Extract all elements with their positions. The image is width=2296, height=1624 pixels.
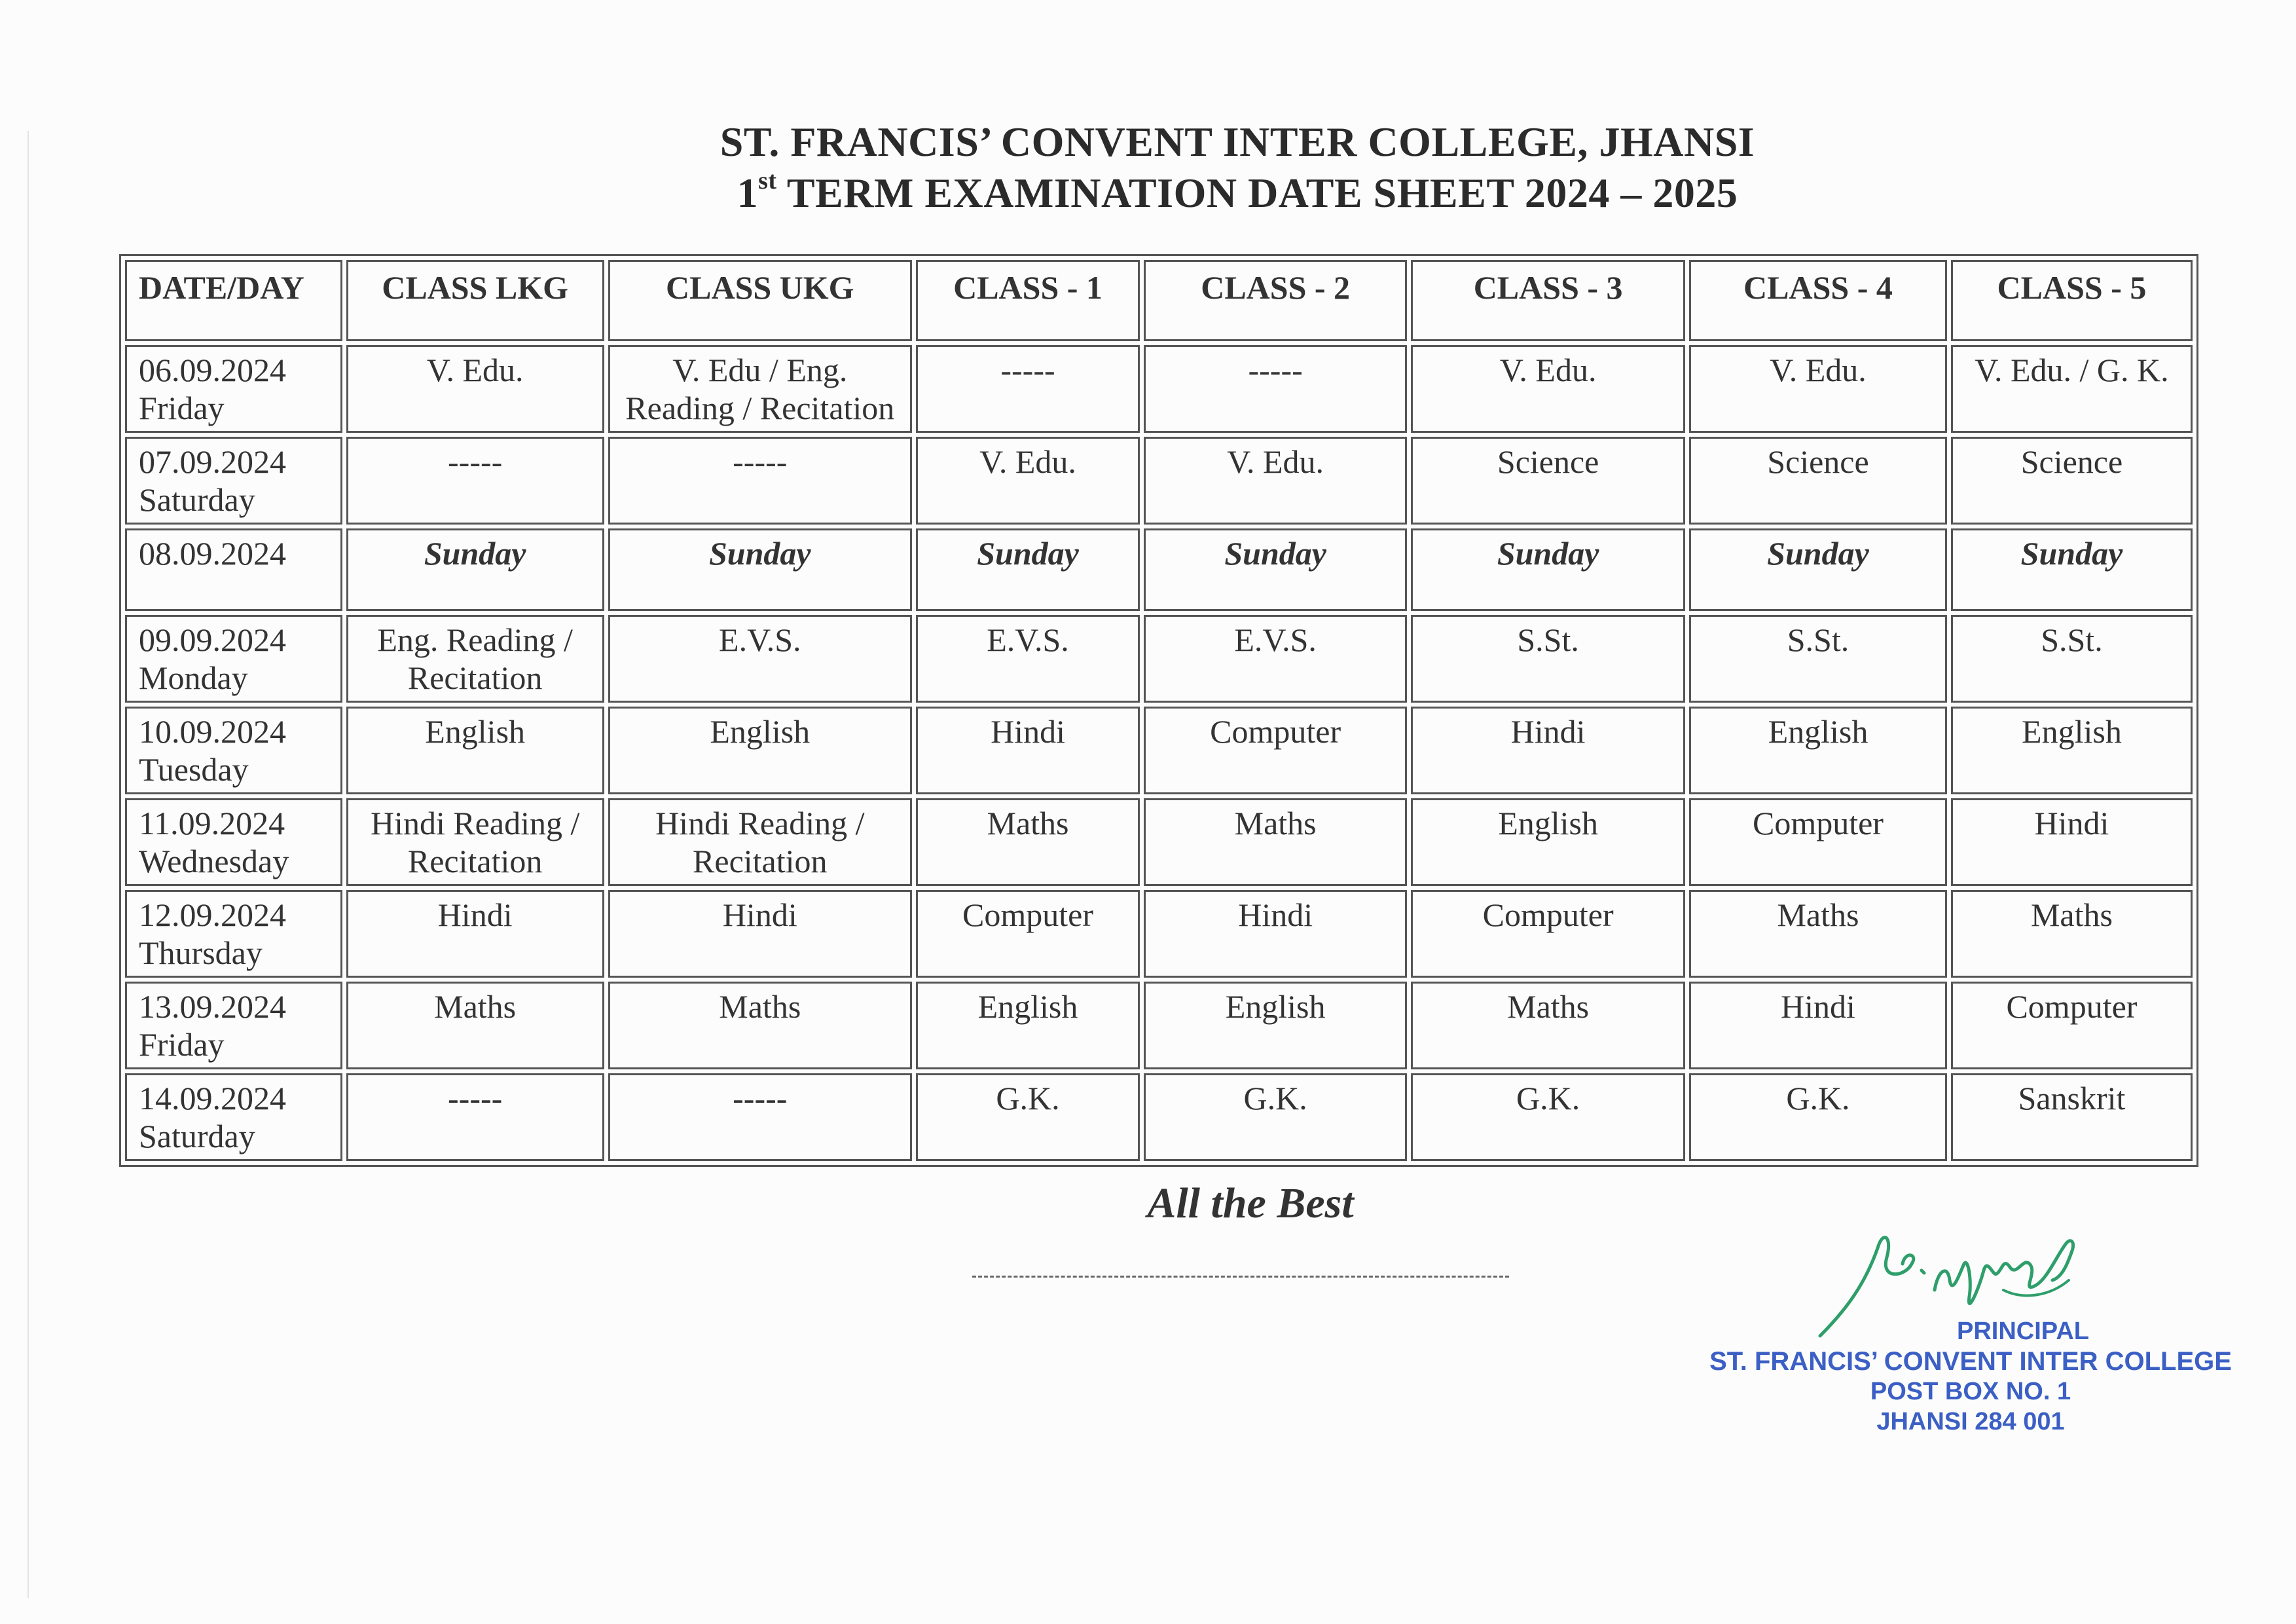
closing-message: All the Best (1147, 1179, 1354, 1227)
day-text: Saturday (139, 1118, 255, 1154)
subject-cell: Sunday (1144, 528, 1407, 611)
subject-cell: Maths (346, 982, 604, 1069)
scan-edge-line (27, 131, 29, 1598)
subject-cell: V. Edu. / G. K. (1951, 345, 2193, 433)
day-text: Monday (139, 659, 248, 696)
subject-cell: V. Edu. (1144, 437, 1407, 525)
table-row (125, 707, 2193, 794)
subject-cell: Computer (1411, 890, 1685, 978)
subject-cell: English (1689, 707, 1947, 794)
subject-cell: Hindi (1144, 890, 1407, 978)
subject-cell: Sanskrit (1951, 1073, 2193, 1161)
subject-cell: Maths (1144, 798, 1407, 886)
subject-cell: English (1951, 707, 2193, 794)
date-text: 13.09.2024 (139, 988, 286, 1025)
table-row (125, 798, 2193, 886)
subject-cell: Sunday (346, 528, 604, 611)
date-text: 10.09.2024 (139, 713, 286, 750)
subject-cell: ----- (608, 437, 912, 525)
subject-cell: V. Edu. (1689, 345, 1947, 433)
table-row (125, 615, 2193, 703)
date-day-cell (125, 528, 342, 611)
exam-title-text: TERM EXAMINATION DATE SHEET 2024 – 2025 (776, 170, 1738, 216)
column-header-class-4: CLASS - 4 (1689, 260, 1947, 341)
subject-cell: E.V.S. (1144, 615, 1407, 703)
subject-cell: English (346, 707, 604, 794)
subject-cell: Hindi (1411, 707, 1685, 794)
subject-cell: Sunday (1951, 528, 2193, 611)
subject-cell: Sunday (1689, 528, 1947, 611)
signature-dash-line (972, 1276, 1509, 1278)
date-day-cell (125, 615, 342, 703)
day-text: Tuesday (139, 751, 249, 788)
subject-cell: V. Edu. (1411, 345, 1685, 433)
table-row (125, 982, 2193, 1069)
subject-cell: Computer (1144, 707, 1407, 794)
term-ordinal: 1 (737, 170, 759, 216)
date-day-cell (125, 345, 342, 433)
table-row (125, 345, 2193, 433)
subject-cell: English (916, 982, 1140, 1069)
subject-cell: S.St. (1689, 615, 1947, 703)
date-text: 07.09.2024 (139, 443, 286, 480)
subject-cell: ----- (1144, 345, 1407, 433)
date-text: 12.09.2024 (139, 896, 286, 933)
subject-cell: Hindi (916, 707, 1140, 794)
subject-cell: S.St. (1411, 615, 1685, 703)
term-ordinal-suffix: st (758, 167, 777, 194)
stamp-post-box: POST BOX NO. 1 (1870, 1378, 2071, 1405)
subject-cell: S.St. (1951, 615, 2193, 703)
day-text: Thursday (139, 934, 263, 971)
subject-cell: English (608, 707, 912, 794)
date-day-cell (125, 707, 342, 794)
subject-cell: G.K. (1144, 1073, 1407, 1161)
table-row (125, 528, 2193, 611)
subject-cell: Computer (1951, 982, 2193, 1069)
table-row (125, 1073, 2193, 1161)
subject-cell: V. Edu / Eng. Reading / Recitation (608, 345, 912, 433)
day-text: Friday (139, 1026, 225, 1063)
subject-cell: ----- (346, 437, 604, 525)
date-day-cell (125, 1073, 342, 1161)
table-row (125, 437, 2193, 525)
subject-cell: Eng. Reading / Recitation (346, 615, 604, 703)
subject-cell: Hindi (608, 890, 912, 978)
subject-cell: Science (1951, 437, 2193, 525)
subject-cell: ----- (916, 345, 1140, 433)
subject-cell: Sunday (916, 528, 1140, 611)
subject-cell: Science (1689, 437, 1947, 525)
column-header-class-2: CLASS - 2 (1144, 260, 1407, 341)
column-header-class-5: CLASS - 5 (1951, 260, 2193, 341)
subject-cell: Hindi (1689, 982, 1947, 1069)
subject-cell: ----- (346, 1073, 604, 1161)
subject-cell: E.V.S. (608, 615, 912, 703)
exam-title (0, 169, 2296, 217)
stamp-school-name: ST. FRANCIS’ CONVENT INTER COLLEGE (1709, 1347, 2232, 1376)
subject-cell: Maths (1411, 982, 1685, 1069)
date-day-cell (125, 437, 342, 525)
column-header-class-3: CLASS - 3 (1411, 260, 1685, 341)
date-text: 14.09.2024 (139, 1080, 286, 1116)
date-text: 06.09.2024 (139, 352, 286, 388)
stamp-role: PRINCIPAL (1957, 1318, 2089, 1345)
date-sheet-table (119, 254, 2198, 1167)
stamp-city: JHANSI 284 001 (1876, 1408, 2065, 1435)
subject-cell: Sunday (1411, 528, 1685, 611)
subject-cell: Hindi (346, 890, 604, 978)
day-text: Saturday (139, 481, 255, 518)
date-day-cell (125, 890, 342, 978)
date-day-cell (125, 798, 342, 886)
subject-cell: G.K. (916, 1073, 1140, 1161)
column-header-ukg: CLASS UKG (608, 260, 912, 341)
subject-cell: Maths (608, 982, 912, 1069)
date-text: 08.09.2024 (139, 535, 286, 572)
subject-cell: Computer (916, 890, 1140, 978)
day-text: Friday (139, 390, 225, 426)
subject-cell: Maths (916, 798, 1140, 886)
column-header-lkg: CLASS LKG (346, 260, 604, 341)
subject-cell: Hindi (1951, 798, 2193, 886)
date-sheet-body (125, 345, 2193, 1161)
subject-cell: English (1144, 982, 1407, 1069)
day-text: Wednesday (139, 843, 289, 879)
column-header-date-day: DATE/DAY (125, 260, 342, 341)
header-row (125, 260, 2193, 341)
subject-cell: Computer (1689, 798, 1947, 886)
date-text: 11.09.2024 (139, 805, 285, 841)
table-row (125, 890, 2193, 978)
subject-cell: Maths (1951, 890, 2193, 978)
subject-cell: Science (1411, 437, 1685, 525)
subject-cell: E.V.S. (916, 615, 1140, 703)
date-text: 09.09.2024 (139, 621, 286, 658)
date-day-cell (125, 982, 342, 1069)
subject-cell: ----- (608, 1073, 912, 1161)
subject-cell: English (1411, 798, 1685, 886)
subject-cell: Hindi Reading / Recitation (346, 798, 604, 886)
subject-cell: V. Edu. (346, 345, 604, 433)
column-header-class-1: CLASS - 1 (916, 260, 1140, 341)
subject-cell: Sunday (608, 528, 912, 611)
subject-cell: V. Edu. (916, 437, 1140, 525)
subject-cell: Maths (1689, 890, 1947, 978)
subject-cell: Hindi Reading / Recitation (608, 798, 912, 886)
subject-cell: G.K. (1411, 1073, 1685, 1161)
principal-stamp (1702, 1316, 2239, 1437)
school-title: ST. FRANCIS’ CONVENT INTER COLLEGE, JHANSI (720, 119, 1755, 165)
subject-cell: G.K. (1689, 1073, 1947, 1161)
